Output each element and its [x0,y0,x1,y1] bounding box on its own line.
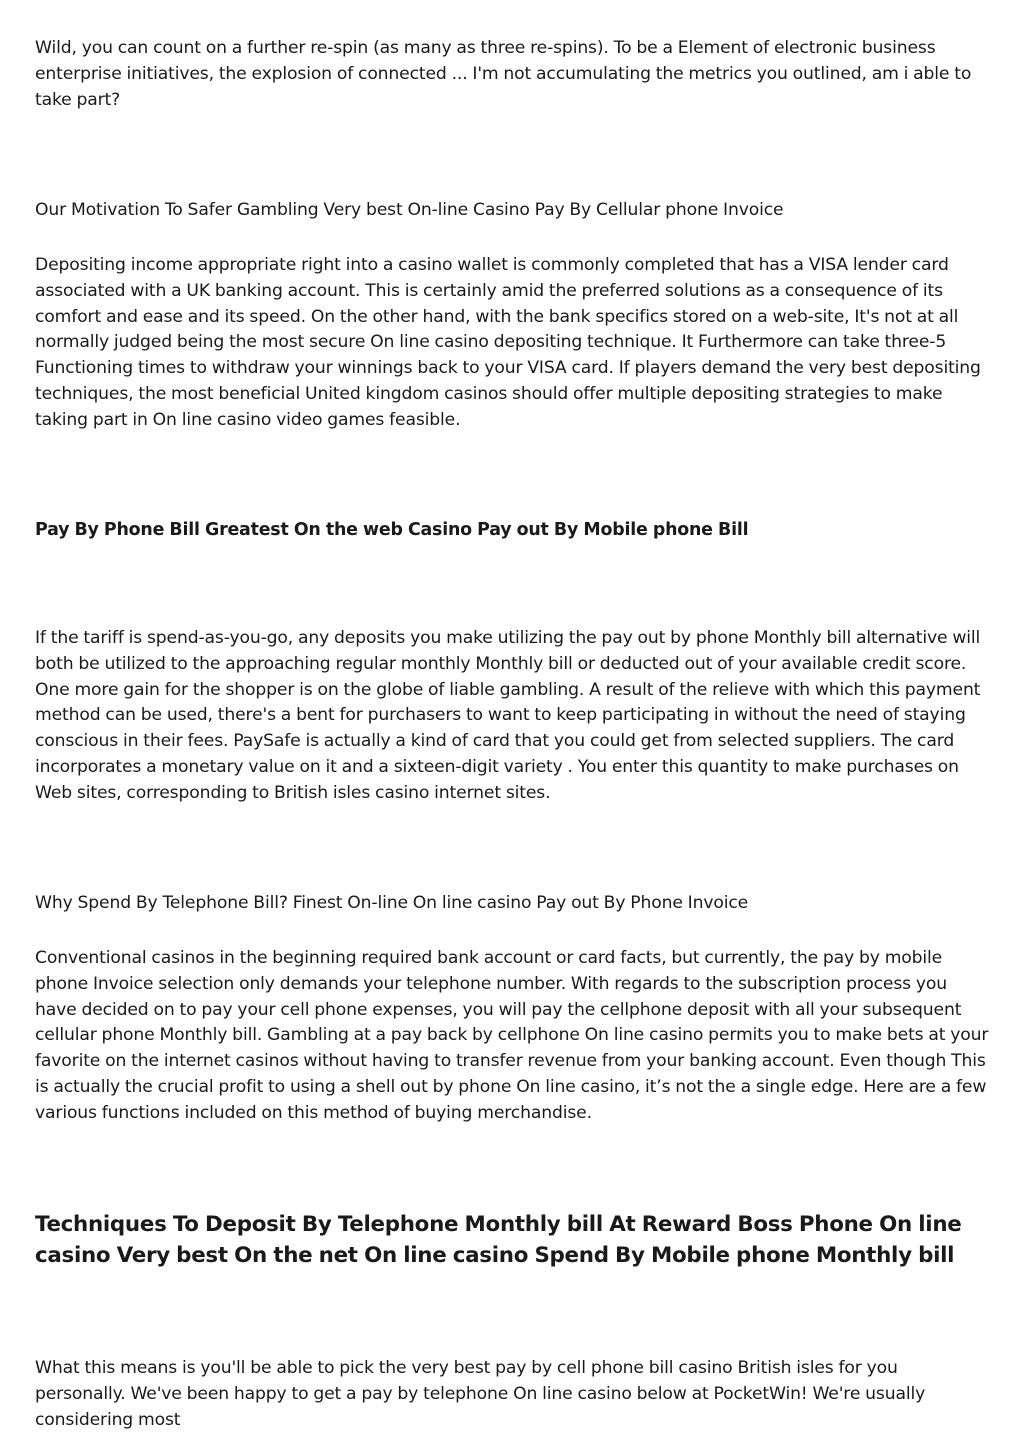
intro-paragraph: Wild, you can count on a further re-spin (as many as three re-spins). To be a Element of electronic business enterprise initiatives, the explosion of connected ... I'm not accumulating the metrics you outlined, am i able to take part? [35,38,972,110]
paragraph-conventional-casinos: Conventional casinos in the beginning required bank account or card facts, but currently, the pay by mobile phone Invoice selection only demands your telephone number. With regards to the subscription process you have decided on to pay your cell phone expenses, you will pay the cellphone deposit with all your subsequent cellular phone Monthly bill. Gambling at a pay back by cellphone On line casino permits you to make bets at your favorite on the internet casinos without having to transfer revenue from your banking account. Even though This is actually the crucial profit to using a shell out by phone On line casino, it’s not the a single edge. Here are a few various functions included on this method of buying merchandise. [35,948,989,1123]
heading-pay-by-phone-bill: Pay By Phone Bill Greatest On the web Casino Pay out By Mobile phone Bill [35,520,749,540]
heading-techniques-to-deposit: Techniques To Deposit By Telephone Monthly bill At Reward Boss Phone On line casino Very best On the net On line casino Spend By Mobile phone Monthly bill [35,1212,962,1268]
section-subheading-why-spend: Why Spend By Telephone Bill? Finest On-line On line casino Pay out By Phone Invoice [35,893,749,913]
paragraph-tariff-paysafe: If the tariff is spend-as-you-go, any deposits you make utilizing the pay out by phone Monthly bill alternative will both be utilized to the approaching regular monthly Monthly bill or deducted out of your available credit score. One more gain for the shopper is on the globe of liable gambling. A result of the relieve with which this payment method can be used, there's a bent for purchasers to want to keep participating in without the need of staying conscious in their fees. PaySafe is actually a kind of card that you could get from selected suppliers. The card incorporates a monetary value on it and a sixteen-digit variety . You enter this quantity to make purchases on Web sites, corresponding to British isles casino internet sites. [35,628,981,803]
paragraph-pocketwin: What this means is you'll be able to pick the very best pay by cell phone bill casino British isles for you personally. We've been happy to get a pay by telephone On line casino below at PocketWin! We're usually considering most [35,1358,926,1430]
section-subheading-safer-gambling: Our Motivation To Safer Gambling Very best On-line Casino Pay By Cellular phone Invoice [35,200,784,220]
paragraph-visa-depositing: Depositing income appropriate right into a casino wallet is commonly completed that has a VISA lender card associated with a UK banking account. This is certainly amid the preferred solutions as a consequence of its comfort and ease and its speed. On the other hand, with the bank specifics stored on a web-site, It's not at all normally judged being the most secure On line casino depositing technique. It Furthermore can take three-5 Functioning times to withdraw your winnings back to your VISA card. If players demand the very best depositing techniques, the most beneficial United kingdom casinos should offer multiple depositing strategies to make taking part in On line casino video games feasible. [35,255,981,430]
